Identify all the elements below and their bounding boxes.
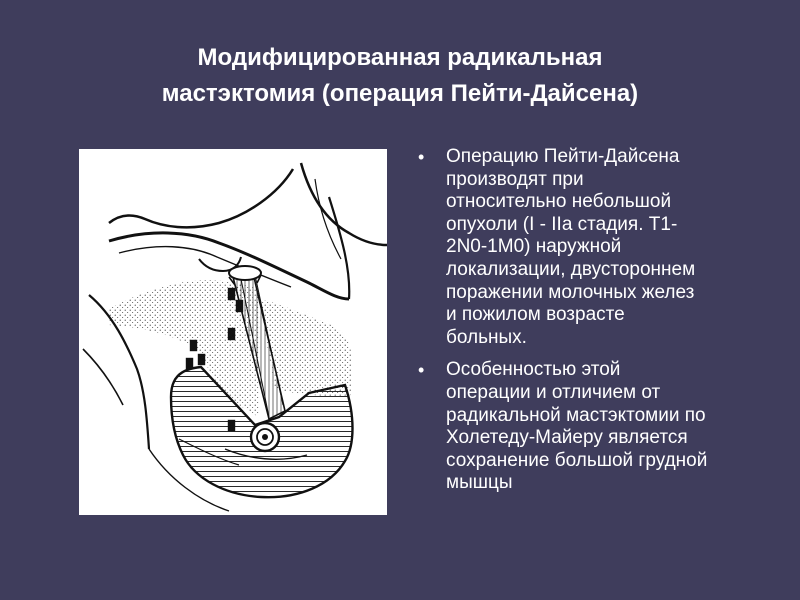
bullet-line: Особенностью этой bbox=[446, 359, 621, 381]
bullet-item-indications bbox=[418, 146, 763, 349]
bullet-line: мышцы bbox=[446, 472, 513, 494]
bullet-line: Холетеду-Майеру является bbox=[446, 427, 688, 449]
title-line-2: мастэктомия (операция Пейти-Дайсена) bbox=[161, 80, 639, 107]
bullet-line: производят при bbox=[446, 168, 584, 190]
bullet-line: локализации, двустороннем bbox=[446, 258, 696, 280]
bullet-list bbox=[418, 146, 763, 505]
bullet-line: 2N0-1M0) наружной bbox=[446, 236, 622, 258]
bullet-line: относительно небольшой bbox=[446, 191, 672, 213]
bullet-line: поражении молочных желез bbox=[446, 281, 695, 303]
bullet-line: больных. bbox=[446, 326, 527, 348]
upper-arm-contour bbox=[109, 169, 293, 227]
bullet-line: опухоли (I - IIa стадия. T1- bbox=[446, 213, 678, 235]
slide-title bbox=[60, 40, 740, 112]
retractor-head bbox=[229, 266, 261, 280]
bullet-item-difference bbox=[418, 359, 763, 495]
bullet-line: операции и отличием от bbox=[446, 381, 661, 403]
bullet-marker: • bbox=[418, 147, 425, 167]
bullet-marker: • bbox=[418, 360, 425, 381]
surgical-illustration bbox=[79, 149, 387, 515]
bullet-line: Операцию Пейти-Дайсена bbox=[446, 146, 680, 167]
title-line-1: Модифицированная радикальная bbox=[197, 44, 603, 71]
bullet-line: сохранение большой грудной bbox=[446, 449, 708, 471]
bullet-line: и пожилом возрасте bbox=[446, 304, 625, 326]
bullet-line: радикальной мастэктомии по bbox=[446, 404, 706, 426]
arm-outline bbox=[329, 197, 349, 299]
shoulder-contour bbox=[301, 163, 387, 245]
